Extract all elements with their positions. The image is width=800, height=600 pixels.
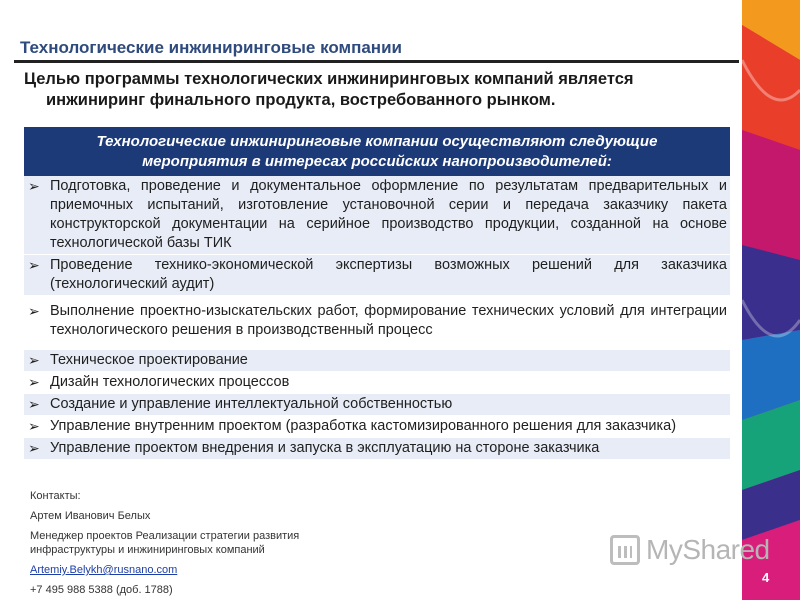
arrow-bullet-icon: ➢: [28, 440, 40, 456]
presentation-icon: [610, 535, 640, 565]
list-item-text: Управление проектом внедрения и запуска в эксплуатацию на стороне заказчика: [50, 440, 600, 456]
lead-line-2: инжиниринг финального продукта, востребованного рынком.: [46, 91, 556, 109]
lead-line-1: Целью программы технологических инжиниринговых компаний является: [24, 70, 634, 88]
contact-name: Артем Иванович Белых: [30, 510, 151, 522]
list-item-text: Проведение технико-экономической экспертизы возможных решений для заказчика (технологический аудит): [50, 257, 727, 292]
list-item-text: Управление внутренним проектом (разработка кастомизированного решения для заказчика): [50, 418, 677, 434]
contact-email-link[interactable]: Artemiy.Belykh@rusnano.com: [30, 564, 178, 576]
activities-panel: [24, 127, 730, 460]
page-number: 4: [762, 570, 770, 585]
list-item-text: Дизайн технологических процессов: [50, 374, 290, 390]
panel-header-line-1: Технологические инжиниринговые компании осуществляют следующие: [96, 133, 658, 150]
contact-position-line-1: Менеджер проектов Реализации стратегии развития: [30, 530, 300, 542]
watermark: [610, 534, 770, 566]
decorative-stripe: [742, 0, 800, 600]
arrow-bullet-icon: ➢: [28, 303, 40, 319]
watermark-text: MyShared: [646, 534, 770, 565]
arrow-bullet-icon: ➢: [28, 396, 40, 412]
arrow-bullet-icon: ➢: [28, 418, 40, 434]
contacts-block: [30, 489, 360, 597]
title-divider: [14, 60, 739, 63]
list-item: [24, 176, 730, 255]
panel-header-line-2: мероприятия в интересах российских нанопроизводителей:: [142, 153, 612, 170]
arrow-bullet-icon: ➢: [28, 374, 40, 390]
contact-phone: +7 495 988 5388 (доб. 1788): [30, 584, 173, 596]
arrow-bullet-icon: ➢: [28, 352, 40, 368]
contacts-label: Контакты:: [30, 490, 81, 502]
lead-paragraph: [24, 69, 734, 111]
list-item-text: Подготовка, проведение и документальное оформление по результатам предварительных и приемочных испытаний, изготовление установочной серии и передача заказчику пакета конструкторской документации на серийное производство продукции, созданной на основе технологической базы ТИК: [50, 178, 727, 251]
slide-title: Технологические инжиниринговые компании: [20, 38, 402, 57]
list-item: [24, 255, 730, 296]
list-item-text: Создание и управление интеллектуальной собственностью: [50, 396, 453, 412]
activities-list: [24, 176, 730, 460]
arrow-bullet-icon: ➢: [28, 257, 40, 273]
list-item-text: Техническое проектирование: [50, 352, 248, 368]
list-item: [24, 350, 730, 372]
list-item: [24, 394, 730, 416]
list-item: [24, 416, 730, 438]
panel-header: [24, 127, 730, 176]
list-item: [24, 438, 730, 460]
list-item: [24, 296, 730, 350]
contact-position-line-2: инфраструктуры и инжиниринговых компаний: [30, 544, 265, 556]
list-item: [24, 372, 730, 394]
list-item-text: Выполнение проектно-изыскательских работ, формирование технических условий для интеграции технологического решения в производственный процесс: [50, 303, 727, 338]
arrow-bullet-icon: ➢: [28, 178, 40, 194]
